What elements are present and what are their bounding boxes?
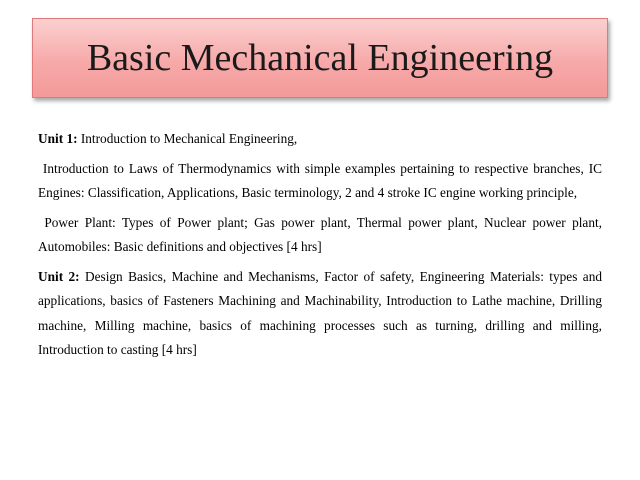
- slide-content: [38, 127, 606, 368]
- power-plant-paragraph: Power Plant: Types of Power plant; Gas power plant, Thermal power plant, Nuclear power plant, Automobiles: Basic definitions and objectives [4 hrs]: [38, 214, 605, 254]
- unit-2-paragraph: [38, 265, 602, 363]
- unit-2-label: Unit 2:: [38, 268, 80, 284]
- unit-1-text: Introduction to Mechanical Engineering,: [77, 131, 298, 146]
- unit-1-label: Unit 1:: [38, 131, 78, 146]
- unit-2-text: Design Basics, Machine and Mechanisms, Factor of safety, Engineering Materials: types and applications, basics of Fasteners Machining and Machinability, Introduction to Lathe machine, Drilling machine, Milling machine, basics of machining processes such as turning, drilling and milling, Introduction to casting [4 hrs]: [38, 268, 602, 357]
- thermodynamics-paragraph: Introduction to Laws of Thermodynamics with simple examples pertaining to respective branches, IC Engines: Classification, Applications, Basic terminology, 2 and 4 stroke IC engine working principle,: [38, 160, 606, 200]
- title-banner: [32, 18, 608, 98]
- slide-title: Basic Mechanical Engineering: [86, 37, 554, 79]
- unit-1-paragraph: [38, 127, 602, 152]
